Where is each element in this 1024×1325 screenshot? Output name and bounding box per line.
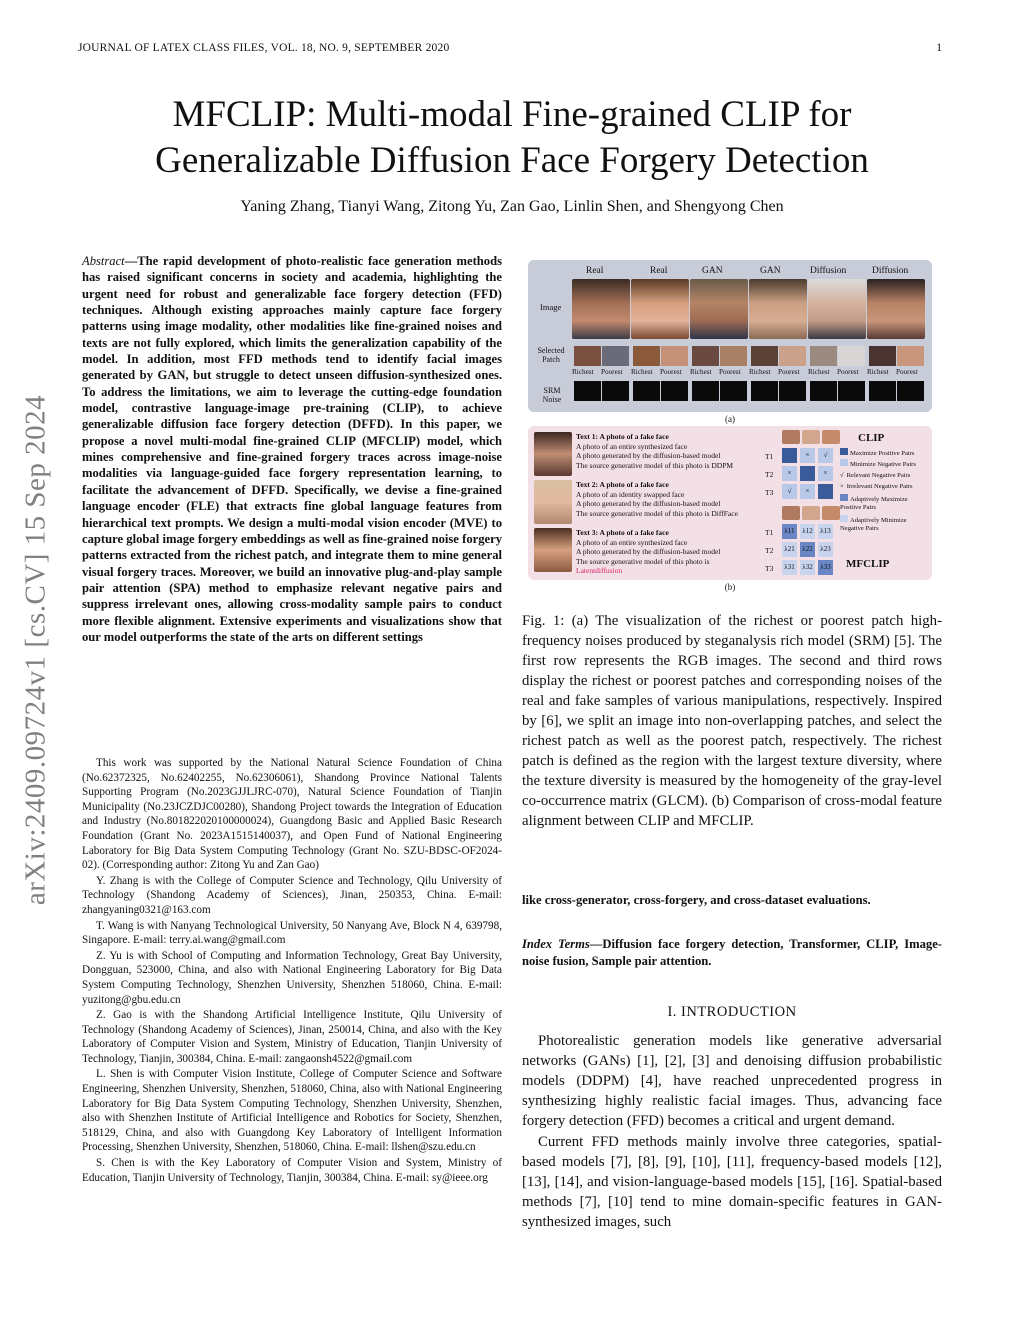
legend-swatch	[840, 448, 848, 455]
patch-richest	[692, 346, 719, 366]
intro-paragraph: Photorealistic generation models like generative adversarial networks (GANs) [1], [2], [3] and denoising diffusion probabilistic models (DDPM) [4], have reached unprecedented progress in synthesizing highly realistic facial images. Thus, advancing face forgery detection (FFD) becomes a critical and urgent demand.	[522, 1033, 942, 1130]
face-mini	[822, 506, 840, 520]
face-image-real-2	[631, 279, 689, 339]
row-label: Image	[540, 302, 562, 312]
srm-noise	[692, 381, 719, 401]
patch-poorest	[661, 346, 688, 366]
srm-noise	[633, 381, 660, 401]
column-header: GAN	[760, 266, 781, 276]
patch-poorest	[897, 346, 924, 366]
check-mark-icon: √	[840, 472, 844, 479]
legend-swatch	[840, 494, 848, 501]
column-header: Diffusion	[872, 266, 909, 276]
abstract	[82, 253, 502, 645]
matrix-cell: λ32	[800, 560, 815, 575]
row-label: T3	[765, 488, 774, 497]
face-strip-top	[778, 430, 844, 444]
paper-title	[60, 92, 964, 184]
patch-label: Poorest	[896, 368, 918, 376]
srm-noise	[897, 381, 924, 401]
text-line: Latentdiffusion	[576, 566, 623, 576]
figure-panel-b-label: (b)	[724, 582, 736, 592]
face-mini	[822, 430, 840, 444]
patch-label: Poorest	[719, 368, 741, 376]
text-group-3	[576, 528, 766, 576]
text-line: A photo of an entire synthesized face	[576, 441, 688, 451]
patch-richest	[574, 346, 601, 366]
patch-poorest	[602, 346, 629, 366]
patch-richest	[869, 346, 896, 366]
index-terms-text: —Diffusion face forgery detection, Transformer, CLIP, Image-noise fusion, Sample pair attention.	[522, 937, 942, 968]
srm-noise	[838, 381, 865, 401]
text-line: Text 3: A photo of a fake face	[576, 528, 669, 537]
patch-label: Poorest	[837, 368, 859, 376]
face-mini	[782, 506, 800, 520]
text-line: Text 2: A photo of a fake face	[576, 480, 669, 489]
legend-item: Adaptively Maximize Positive Pairs	[840, 496, 908, 511]
row-label: T1	[765, 528, 774, 537]
text-line: The source generative model of this photo is DiffFace	[576, 508, 738, 518]
matrix-cell: ×	[800, 448, 815, 463]
patch-label: Richest	[690, 368, 712, 376]
patch-label: Poorest	[778, 368, 800, 376]
patch-label: Richest	[808, 368, 830, 376]
footnote: Z. Yu is with School of Computing and Information Technology, Great Bay University, Dongguan, 523000, China, and also with National Engineering Laboratory for Big Data System Computing Technology, Shenzhen University, Shenzhen 518060, China. E-mail: yuzitong@gbu.edu.cn	[82, 949, 502, 1006]
section-heading: I. INTRODUCTION	[667, 1004, 797, 1020]
face-image-diffusion-1	[808, 279, 866, 339]
column-header: Diffusion	[810, 266, 847, 276]
abstract-continued: like cross-generator, cross-forgery, and cross-dataset evaluations.	[522, 893, 871, 907]
figure-panel-a-label: (a)	[725, 414, 735, 424]
matrix-cell: ×	[782, 466, 797, 481]
arxiv-stamp	[16, 350, 56, 950]
text-line: The source generative model of this photo is DDPM	[576, 460, 734, 470]
footnote: S. Chen is with the Key Laboratory of Computer Vision and System, Ministry of Education, Tianjin University of Technology, Tianjin, 300384, China. E-mail: sy@ieee.org	[82, 1157, 502, 1184]
text-group-2	[576, 480, 766, 518]
patch-label: Richest	[572, 368, 594, 376]
column-header: Real	[586, 266, 604, 276]
clip-matrix	[782, 448, 836, 502]
figure-caption: Fig. 1: (a) The visualization of the richest or poorest patch high-frequency noises produced by steganalysis rich model (SRM) [5]. The first row represents the RGB images. The second and third rows display the richest or poorest patches and corresponding noises of the real and fake samples of various manipulations, respectively. Inspired by [6], we split an image into non-overlapping patches, and select the richest patch as well as the poorest patch, respectively. The richest patch is defined as the region with the largest texture diversity, where the texture diversity is measured by the homogeneity of the gray-level co-occurrence matrix (GLCM). (b) Comparison of cross-modal feature alignment between CLIP and MFCLIP.	[522, 613, 942, 830]
face-image-gan-2	[749, 279, 807, 339]
face-image-real-1	[572, 279, 630, 339]
face-strip-bottom	[778, 506, 844, 520]
row-label: T3	[765, 564, 774, 573]
patch-poorest	[838, 346, 865, 366]
intro-paragraph: Current FFD methods mainly involve three categories, spatial-based models [7], [8], [9], [10], [11], frequency-based models [12], [13], [14], and vision-language-based models [15], [16]. Spatial-based methods [7], [10] tend to mine domain-specific features in GAN-synthesized images, such	[522, 1134, 942, 1231]
title-line-1: MFCLIP: Multi-modal Fine-grained CLIP for	[172, 94, 852, 135]
footnote: T. Wang is with Nanyang Technological University, 50 Nanyang Ave, Block N 4, 639798, Singapore. E-mail: terry.ai.wang@gmail.com	[82, 919, 502, 947]
row-label: Selected Patch	[537, 346, 565, 364]
patch-richest	[751, 346, 778, 366]
footnotes	[82, 756, 502, 1186]
matrix-cell: λ12	[800, 524, 815, 539]
column-header: Real	[650, 266, 668, 276]
legend-item: Adaptively Minimize Negative Pairs	[840, 517, 907, 532]
author-list: Yaning Zhang, Tianyi Wang, Zitong Yu, Zan Gao, Linlin Shen, and Shengyong Chen	[240, 198, 784, 215]
matrix-cell: λ31	[782, 560, 797, 575]
running-head: JOURNAL OF LATEX CLASS FILES, VOL. 18, NO. 9, SEPTEMBER 2020	[78, 42, 450, 54]
matrix-cell	[782, 448, 797, 463]
footnote: L. Shen is with Computer Vision Institute, College of Computer Science and Software Engineering, Shenzhen University, Shenzhen, 518060, China, also with National Engineering Laboratory for Big Data System Computing Technology, Shenzhen University, Shenzhen, also with Shenzhen Institute of Artificial Intelligence and Robotics for Society, Shenzhen, 518129, China, and also with Guangdong Key Laboratory of Intelligent Information Processing, Shenzhen University, Shenzhen, 518060, China. E-mail: llshen@szu.edu.cn	[82, 1068, 502, 1154]
face-mini	[802, 506, 820, 520]
srm-noise	[779, 381, 806, 401]
face-thumb-1	[534, 432, 572, 476]
text-line: The source generative model of this photo is	[576, 556, 710, 566]
face-mini	[802, 430, 820, 444]
row-label: SRM Noise	[542, 386, 562, 404]
mfclip-row-labels	[765, 524, 773, 578]
legend-item: Maximize Positive Pairs	[840, 448, 930, 459]
matrix-cell: λ22	[800, 542, 815, 557]
legend-swatch	[840, 515, 848, 522]
matrix-cell: λ21	[782, 542, 797, 557]
matrix-cell: λ13	[818, 524, 833, 539]
patch-label: Richest	[631, 368, 653, 376]
introduction	[522, 1031, 942, 1233]
mfclip-label: MFCLIP	[846, 558, 890, 570]
patch-label: Poorest	[660, 368, 682, 376]
text-line: A photo of an entire synthesized face	[576, 537, 688, 547]
index-terms	[522, 936, 942, 970]
column-header: GAN	[702, 266, 723, 276]
matrix-cell: λ23	[818, 542, 833, 557]
page-number: 1	[936, 42, 942, 54]
face-mini	[782, 430, 800, 444]
legend-item: √ Relevant Negative Pairs	[840, 472, 911, 479]
srm-noise	[810, 381, 837, 401]
patch-richest	[633, 346, 660, 366]
matrix-cell: λ33	[818, 560, 833, 575]
abstract-text: —The rapid development of photo-realistic face generation methods has raised significant concerns in society and academia, highlighting the urgent need for robust and generalizable face forgery detection (FFD) techniques. Although existing approaches mainly capture face forgery patterns using image modality, other modalities like fine-grained noises and texts are not fully explored, which limits the generalization capability of the model. In addition, most FFD methods tend to identify facial images generated by GAN, but struggle to detect unseen diffusion-synthesized ones. To address the limitations, we aim to leverage the cutting-edge foundation model, contrastive language-image pre-training (CLIP), to achieve generalizable diffusion face forgery detection (DFFD). In this paper, we propose a novel multi-modal fine-grained CLIP (MFCLIP) model, which mines comprehensive and fine-grained forgery traces across image-noise modalities via language-guided face forgery representation learning, to facilitate the advancement of DFFD. Specifically, we devise a fine-grained language encoder (FLE) that extracts fine global language features from hierarchical text prompts. We design a multi-modal vision encoder (MVE) to capture global image forgery embeddings as well as fine-grained noise forgery patterns extracted from the richest patch, and integrate them to mine general visual forgery traces. Moreover, we build an innovative plug-and-play sample pair attention (SPA) method to emphasize relevant negative pairs and suppress irrelevant ones, allowing cross-modality sample pairs to conduct more flexible alignment. Extensive experiments and visualizations show that our model outperforms the state of the arts on different settings	[82, 254, 502, 644]
figure-panel-a	[528, 260, 932, 412]
text-group-1	[576, 432, 766, 470]
text-line: A photo generated by the diffusion-based model	[576, 451, 721, 461]
patch-richest	[810, 346, 837, 366]
matrix-cell: ×	[818, 466, 833, 481]
matrix-cell: √	[818, 448, 833, 463]
matrix-cell: √	[782, 484, 797, 499]
figure-panel-b	[528, 426, 932, 580]
row-label: T1	[765, 452, 774, 461]
text-line: A photo generated by the diffusion-based model	[576, 547, 721, 557]
srm-noise	[720, 381, 747, 401]
legend-item: × Irrelevant Negative Pairs	[840, 483, 913, 490]
clip-label: CLIP	[858, 432, 885, 444]
text-line: A photo generated by the diffusion-based model	[576, 499, 721, 509]
matrix-cell	[800, 466, 815, 481]
matrix-cell: ×	[800, 484, 815, 499]
face-thumb-3	[534, 528, 572, 572]
srm-noise	[869, 381, 896, 401]
mfclip-matrix	[782, 524, 836, 578]
legend-swatch	[840, 459, 848, 466]
row-label: T2	[765, 546, 774, 555]
cross-mark-icon: ×	[840, 483, 844, 490]
matrix-cell: λ11	[782, 524, 797, 539]
patch-label: Richest	[867, 368, 889, 376]
patch-poorest	[720, 346, 747, 366]
face-thumb-2	[534, 480, 572, 524]
srm-noise	[602, 381, 629, 401]
srm-noise	[661, 381, 688, 401]
legend	[840, 448, 930, 533]
clip-row-labels	[765, 448, 773, 502]
srm-noise	[574, 381, 601, 401]
footnote: Y. Zhang is with the College of Computer Science and Technology, Qilu University of Technology (Shandong Academy of Sciences), Jinan, 250353, China. E-mail: zhangyaning0321@163.com	[82, 874, 502, 916]
title-line-2: Generalizable Diffusion Face Forgery Detection	[155, 140, 869, 181]
face-image-diffusion-2	[867, 279, 925, 339]
arxiv-id: arXiv:2409.09724v1 [cs.CV] 15 Sep 2024	[19, 394, 52, 906]
abstract-label: Abstract	[82, 254, 125, 268]
matrix-cell	[818, 484, 833, 499]
legend-item: Minimize Negative Pairs	[840, 459, 930, 470]
figure-1	[528, 260, 932, 592]
row-label: T2	[765, 470, 774, 479]
text-line: A photo of an identity swapped face	[576, 489, 685, 499]
footnote: Z. Gao is with the Shandong Artificial Intelligence Institute, Qilu University of Technology (Shandong Academy of Sciences), Jinan, 250014, China, and also with the Key Laboratory of Computer Vision and System, Ministry of Education, Tianjin University of Technology, Tianjin, 300384, China. E-mail: zangaonsh4522@gmail.com	[82, 1009, 502, 1065]
footnote: This work was supported by the National Natural Science Foundation of China (No.62372325, No.62402255, No.62306061), Shandong Province National Talents Supporting Program (No.2023GJJLJRC-070), Natural Science Foundation of Tianjin Municipality (No.23JCZDJC00280), Shandong Project towards the Integration of Education and Industry (No.801822020100000024), Guangdong Basic and Applied Basic Research Foundation (Grant No. 2023A1515140037), and Open Fund of National Engineering Laboratory for Big Data System Computing Technology (Grant No. SZU-BDSC-OF2024-02). (Corresponding author: Zitong Yu and Zan Gao)	[82, 757, 502, 872]
index-terms-label: Index Terms	[522, 937, 590, 951]
patch-label: Richest	[749, 368, 771, 376]
patch-label: Poorest	[601, 368, 623, 376]
text-line: Text 1: A photo of a fake face	[576, 432, 669, 441]
srm-noise	[751, 381, 778, 401]
patch-poorest	[779, 346, 806, 366]
face-image-gan-1	[690, 279, 748, 339]
